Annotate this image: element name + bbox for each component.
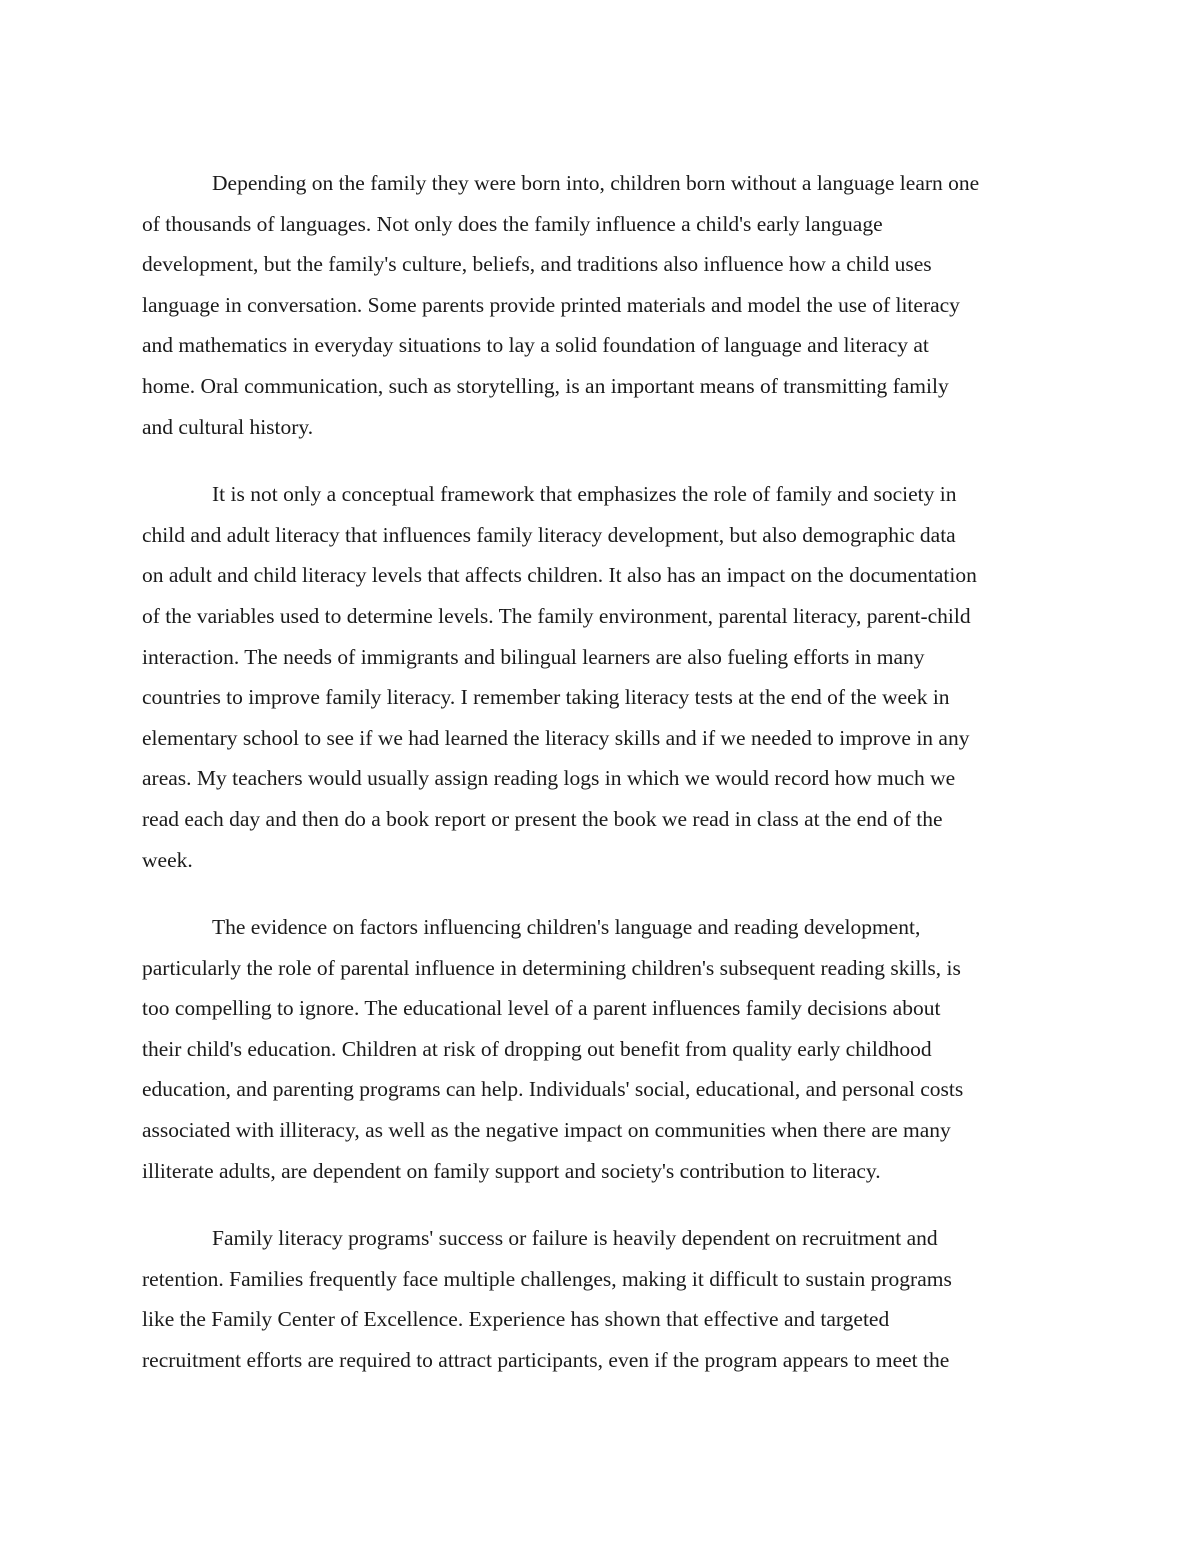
text-line: of the variables used to determine levels. The family environment, parental literacy, parent-child (142, 603, 971, 628)
text-line: language in conversation. Some parents provide printed materials and model the use of literacy (142, 292, 960, 317)
text-line: interaction. The needs of immigrants and bilingual learners are also fueling efforts in many (142, 644, 925, 669)
text-line: too compelling to ignore. The educational level of a parent influences family decisions about (142, 996, 941, 1021)
text-line: development, but the family's culture, beliefs, and traditions also influence how a child uses (142, 252, 932, 277)
text-line: countries to improve family literacy. I remember taking literacy tests at the end of the week in (142, 685, 950, 710)
text-line: and cultural history. (142, 414, 314, 439)
paragraph-3 (142, 907, 1058, 1191)
text-line: Depending on the family they were born into, children born without a language learn one (212, 171, 980, 195)
text-line: It is not only a conceptual framework that emphasizes the role of family and society in (212, 482, 957, 507)
paragraph-4 (142, 1218, 1058, 1380)
text-line: recruitment efforts are required to attract participants, even if the program appears to meet the (142, 1348, 950, 1373)
text-line: elementary school to see if we had learned the literacy skills and if we needed to improve in any (142, 725, 970, 750)
text-line: Family literacy programs' success or failure is heavily dependent on recruitment and (212, 1226, 938, 1251)
text-line: child and adult literacy that influences family literacy development, but also demographic data (142, 522, 956, 547)
text-line: and mathematics in everyday situations to lay a solid foundation of language and literacy at (142, 333, 929, 358)
text-line: education, and parenting programs can help. Individuals' social, educational, and personal costs (142, 1077, 964, 1102)
text-line: read each day and then do a book report or present the book we read in class at the end of the (142, 806, 943, 831)
text-line: areas. My teachers would usually assign reading logs in which we would record how much we (142, 766, 956, 791)
text-line: The evidence on factors influencing children's language and reading development, (212, 915, 921, 940)
text-line: particularly the role of parental influence in determining children's subsequent reading skills, is (142, 955, 961, 980)
text-line: on adult and child literacy levels that affects children. It also has an impact on the documentation (142, 563, 977, 588)
text-line: retention. Families frequently face multiple challenges, making it difficult to sustain programs (142, 1266, 952, 1291)
text-line: illiterate adults, are dependent on family support and society's contribution to literacy. (142, 1158, 881, 1183)
paragraph-2 (142, 474, 1058, 880)
text-line: of thousands of languages. Not only does the family influence a child's early language (142, 211, 883, 236)
text-line: their child's education. Children at risk of dropping out benefit from quality early childhood (142, 1036, 932, 1061)
text-line: week. (142, 847, 193, 872)
paragraph-1 (142, 163, 1058, 447)
document-body (142, 163, 1058, 1408)
text-line: associated with illiteracy, as well as the negative impact on communities when there are many (142, 1118, 951, 1143)
text-line: home. Oral communication, such as storytelling, is an important means of transmitting family (142, 373, 949, 398)
text-line: like the Family Center of Excellence. Experience has shown that effective and targeted (142, 1307, 890, 1332)
